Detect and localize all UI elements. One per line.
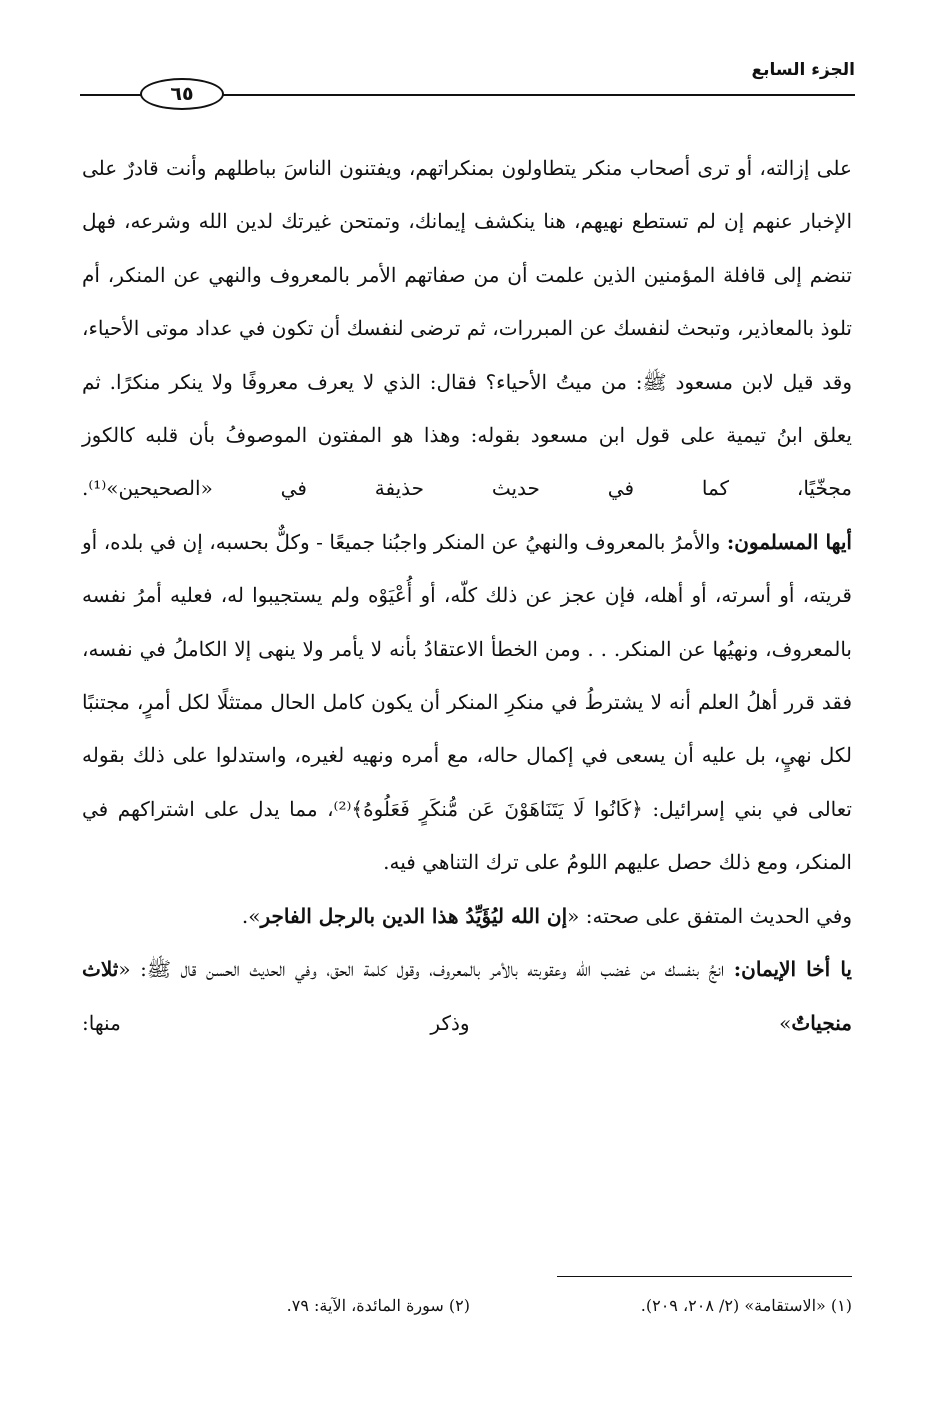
footnotes	[82, 1292, 852, 1326]
paragraph-2-text: والأمرُ بالمعروف والنهيُ عن المنكر واجبُنا جميعًا - وكلٌّ بحسبه، إن في بلده، أو قريته، أو أسرته، أو أهله، فإن عجز عن ذلك كلّه، أو أُعْيَوْه ولم يستجيبوا له، فعليه أمرُ نفسه بالمعروف، ونهيُها عن المنكر. . . ومن الخطأ الاعتقادُ بأنه لا يأمر ولا ينهى إلا الكاملُ في نفسه، فقد قرر أهلُ العلم أنه لا يشترطُ في منكرِ المنكر أن يكون كامل الحال ممتثلًا لكل أمرٍ، مجتنبًا لكل نهيٍ، بل عليه أن يسعى في إكمال حاله، مع أمره ونهيه لغيره، واستدلوا على ذلك بقوله تعالى في بني إسرائيل: ﴿كَانُوا لَا يَتَنَاهَوْنَ عَن مُّنكَرٍ فَعَلُوهُ﴾⁽²⁾، مما يدل على اشتراكهم في المنكر، ومع ذلك حصل عليهم اللومُ على ترك التناهي فيه.	[82, 529, 852, 875]
body-text	[82, 142, 852, 1050]
paragraph-3	[82, 890, 852, 943]
footnote-2: (٢) سورة المائدة، الآية: ٧٩.	[286, 1296, 470, 1315]
paragraph-4	[82, 943, 852, 1050]
running-title: الجزء السابع	[751, 60, 855, 80]
paragraph-1	[82, 142, 852, 516]
page-number: ٦٥	[170, 83, 194, 105]
paragraph-2-lead: أيها المسلمون:	[726, 529, 852, 554]
paragraph-3-text: وفي الحديث المتفق على صحته: «	[567, 903, 852, 928]
paragraph-3-hadith: إن الله ليُؤَيِّدُ هذا الدين بالرجل الفاجر	[260, 903, 568, 928]
paragraph-4-lead: يا أخا الإيمان:	[733, 957, 852, 982]
paragraph-3-end: ».	[241, 903, 261, 928]
paragraph-4-hadith: ثلاث منجياتٌ	[82, 957, 852, 1035]
paragraph-4-end: » وذكر منها:	[82, 1010, 792, 1035]
paragraph-4-text: انجُ بنفسك من غضب الله وعقوبته بالأمر بالمعروف، وقول كلمة الحق، وفي الحديث الحسن قال ﷺ: «	[118, 957, 734, 982]
footnote-1: (١) «الاستقامة» (٢/ ٢٠٨، ٢٠٩).	[640, 1296, 852, 1315]
footnote-rule	[557, 1276, 852, 1277]
paragraph-1-text: على إزالته، أو ترى أصحاب منكر يتطاولون بمنكراتهم، ويفتنون الناسَ بباطلهم وأنت قادرٌ على الإخبار عنهم إن لم تستطع نهيهم، هنا ينكشف إيمانك، وتمتحن غيرتك لدين الله وشرعه، فهل تنضم إلى قافلة المؤمنين الذين علمت أن من صفاتهم الأمر بالمعروف والنهي عن المنكر، أم تلوذ بالمعاذير، وتبحث لنفسك عن المبررات، ثم ترضى لنفسك أن تكون في عداد موتى الأحياء، وقد قيل لابن مسعود ﷺ: من ميتُ الأحياء؟ فقال: الذي لا يعرف معروفًا ولا ينكر منكرًا. ثم يعلق ابنُ تيمية على قول ابن مسعود بقوله: وهذا هو المفتون الموصوفُ بأن قلبه كالكوز مجخّيًا، كما في حديث حذيفة في «الصحيحين»⁽¹⁾.	[82, 156, 852, 501]
page-number-badge	[140, 78, 224, 110]
paragraph-2	[82, 516, 852, 890]
page-header	[80, 56, 855, 120]
